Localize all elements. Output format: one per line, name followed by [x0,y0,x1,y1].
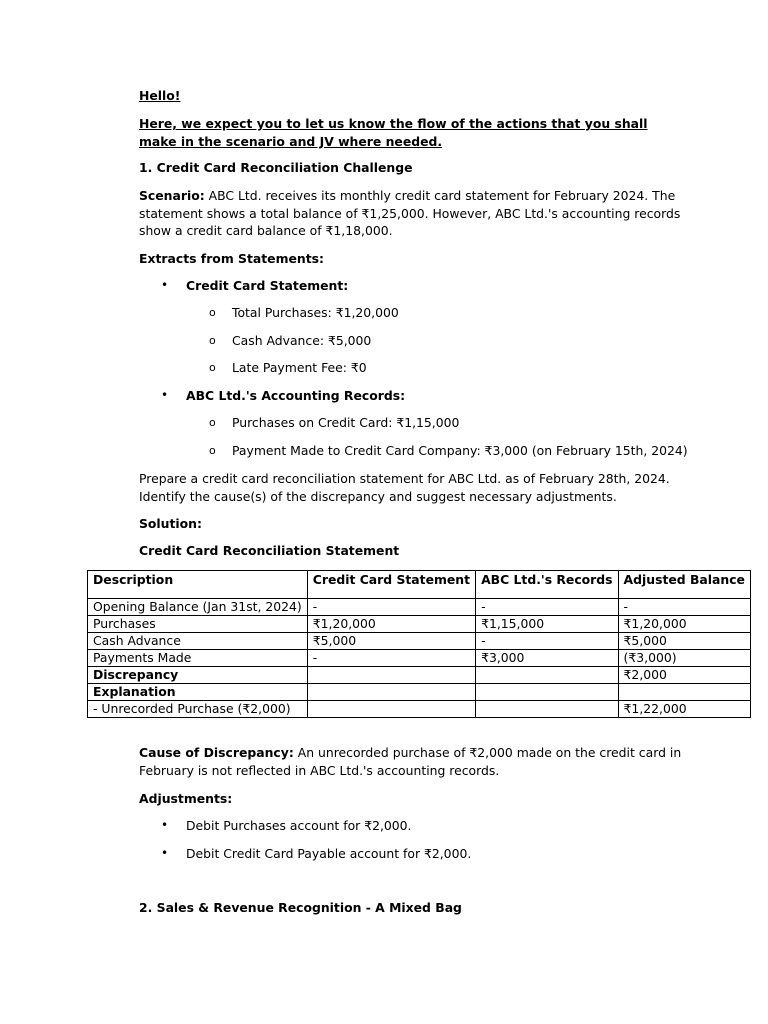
table-cell [307,701,475,718]
table-cell: Explanation [88,684,308,701]
list-item [0,817,700,835]
cause-paragraph [139,744,684,779]
table-cell: ₹1,22,000 [618,701,750,718]
list-item [0,304,700,322]
scenario-label: Scenario: [139,188,205,203]
circle-bullet-icon: o [209,306,216,319]
table-row [88,701,751,718]
adjustments-heading: Adjustments: [139,791,233,806]
table-cell: ₹1,20,000 [618,616,750,633]
cause-text: An unrecorded purchase of ₹2,000 made on the credit card in February is not reflected in ABC Ltd.'s accounting records. [139,745,682,778]
table-cell [307,667,475,684]
bullet-icon: • [161,388,169,402]
table-row [88,599,751,616]
table-cell: - [307,650,475,667]
table-cell [476,701,618,718]
table-cell: - [307,599,475,616]
bullet-icon: • [161,818,169,832]
table-row [88,616,751,633]
statement-item: Late Payment Fee: ₹0 [232,360,367,375]
list-item [0,442,700,460]
table-cell [476,667,618,684]
column-header: Credit Card Statement [307,571,475,599]
table-cell: ₹1,15,000 [476,616,618,633]
table-row [88,650,751,667]
circle-bullet-icon: o [209,334,216,347]
table-cell [476,684,618,701]
extracts-heading: Extracts from Statements: [139,251,324,266]
table-cell: ₹1,20,000 [307,616,475,633]
table-cell: - [476,633,618,650]
bullet-icon: • [161,278,169,292]
table-cell: (₹3,000) [618,650,750,667]
column-header: Adjusted Balance [618,571,750,599]
list-item [0,845,700,863]
statement-heading: Credit Card Statement: [186,278,349,293]
table-cell [618,684,750,701]
table-cell: Payments Made [88,650,308,667]
records-item: Payment Made to Credit Card Company: ₹3,000 (on February 15th, 2024) [232,443,688,458]
list-item [0,332,700,350]
bullet-icon: • [161,846,169,860]
records-item: Purchases on Credit Card: ₹1,15,000 [232,415,460,430]
reconciliation-table [87,570,751,718]
cause-label: Cause of Discrepancy: [139,745,294,760]
table-cell: - [618,599,750,616]
table-row [88,667,751,684]
records-heading: ABC Ltd.'s Accounting Records: [186,388,406,403]
table-cell: Opening Balance (Jan 31st, 2024) [88,599,308,616]
list-item [0,387,700,405]
table-cell: ₹2,000 [618,667,750,684]
instruction: Here, we expect you to let us know the flow of the actions that you shall make in the scenario and JV where needed. [139,116,648,149]
table-cell: Purchases [88,616,308,633]
solution-label: Solution: [139,516,202,531]
column-header: ABC Ltd.'s Records [476,571,618,599]
table-cell: ₹3,000 [476,650,618,667]
adjustment-item: Debit Purchases account for ₹2,000. [186,818,412,833]
greeting: Hello! [139,88,181,103]
table-title: Credit Card Reconciliation Statement [139,543,400,558]
table-row [88,684,751,701]
table-cell: - Unrecorded Purchase (₹2,000) [88,701,308,718]
list-item [0,414,700,432]
column-header: Description [88,571,308,599]
circle-bullet-icon: o [209,361,216,374]
table-cell [307,684,475,701]
circle-bullet-icon: o [209,416,216,429]
scenario-paragraph [139,187,684,240]
statement-item: Cash Advance: ₹5,000 [232,333,372,348]
table-row [88,633,751,650]
list-item [0,359,700,377]
table-cell: ₹5,000 [307,633,475,650]
scenario-text: ABC Ltd. receives its monthly credit card statement for February 2024. The statement shows a total balance of ₹1,25,000. However, ABC Ltd.'s accounting records show a credit card balance of ₹1,18,000. [139,188,681,238]
table-header-row [88,571,751,599]
section1-heading: 1. Credit Card Reconciliation Challenge [139,160,413,175]
task-paragraph: Prepare a credit card reconciliation statement for ABC Ltd. as of February 28th, 2024. Identify the cause(s) of the discrepancy and suggest necessary adjustments. [139,471,670,504]
adjustment-item: Debit Credit Card Payable account for ₹2,000. [186,846,472,861]
table-cell: Cash Advance [88,633,308,650]
table-cell: - [476,599,618,616]
table-cell: Discrepancy [88,667,308,684]
circle-bullet-icon: o [209,444,216,457]
table-cell: ₹5,000 [618,633,750,650]
section2-heading: 2. Sales & Revenue Recognition - A Mixed Bag [139,900,462,915]
list-item [0,277,700,295]
statement-item: Total Purchases: ₹1,20,000 [232,305,399,320]
